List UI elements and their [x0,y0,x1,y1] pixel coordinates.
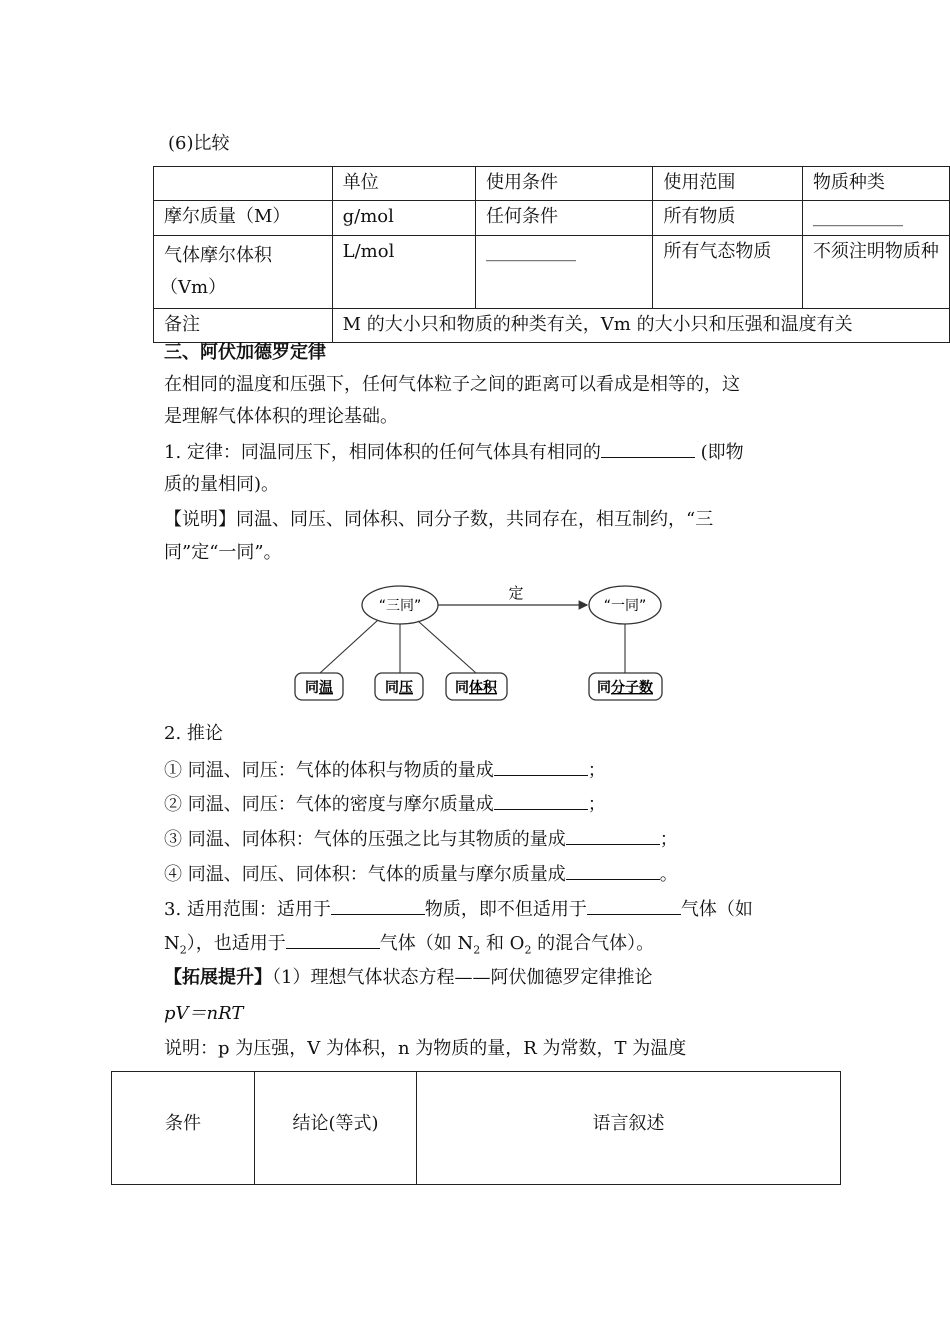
fill-blank [601,439,695,458]
comparison-table [153,166,950,343]
section-heading-6: (6)比较 [168,133,230,154]
formula-explanation: 说明：p 为压强，V 为体积，n 为物质的量，R 为常数，T 为温度 [164,1038,687,1059]
text: ； [587,794,606,815]
svg-text:同分子数 [597,679,653,696]
table-cell: 所有物质 [653,201,803,236]
text: ② 同温、同压：气体的密度与摩尔质量成 [164,794,494,815]
fill-blank [566,826,660,845]
note-line: 同”定“一同”。 [164,542,282,563]
connector [320,620,378,673]
text: 1. 定律：同温同压下，相同体积的任何气体具有相同的 [164,442,601,463]
paragraph-line: 是理解气体体积的理论基础。 [164,406,398,427]
scope-line [164,930,654,963]
note-line: 【说明】同温、同压、同体积、同分子数，共同存在，相互制约，“三 [164,509,714,530]
subscript: 2 [524,943,532,957]
table-cell: 不须注明物质种 [802,236,949,309]
connector [418,621,476,673]
table-header: 结论(等式) [255,1072,417,1185]
text: 的混合气体）。 [531,933,655,954]
formula: pV＝nRT [164,1003,244,1024]
svg-text:同压 [385,680,413,696]
three-same-diagram [280,572,680,712]
fill-blank [331,896,425,915]
paragraph-line: 质的量相同)。 [164,474,280,495]
box-text: 同 [385,680,399,696]
table-cell: 任何条件 [475,201,652,236]
text: （1）理想气体状态方程——阿伏伽德罗定律推论 [272,967,653,988]
text: 气体（如 [680,899,753,920]
text: 【拓展提升】 [164,967,272,988]
inference-item [164,757,606,783]
inference-item [164,861,678,887]
arrow-label: 定 [508,584,524,602]
text: 3. 适用范围：适用于 [164,899,331,920]
table-row [154,236,950,309]
text: 和 O [480,933,525,954]
box-text: 同 [305,680,319,696]
svg-text:同体积 [455,679,498,696]
table-cell: 备注 [154,309,333,343]
paragraph-line: 在相同的温度和压强下，任何气体粒子之间的距离可以看成是相等的，这 [164,374,740,395]
text: ），也适用于 [186,933,286,954]
table-row [154,167,950,201]
table-row [154,201,950,236]
table-cell: 使用范围 [653,167,803,201]
inference-title: 2. 推论 [164,723,223,744]
table-cell: __________ [475,236,652,309]
text: ； [659,829,678,850]
subscript: 2 [179,943,187,957]
table-cell: L/mol [332,236,475,309]
box-text-underlined: 分子数 [611,680,653,696]
text: 气体（如 N [379,933,474,954]
table-cell: 使用条件 [475,167,652,201]
extension-title [164,966,652,990]
scope-line [164,896,753,922]
table-cell: M 的大小只和物质的种类有关，Vm 的大小只和压强和温度有关 [332,309,949,343]
right-node-label: “一同” [603,598,647,614]
subscript: 2 [473,943,481,957]
text: ； [587,760,606,781]
text: ① 同温、同压：气体的体积与物质的量成 [164,760,494,781]
box-text-underlined: 体积 [469,680,497,696]
svg-text:同温 [305,679,333,696]
table-cell [154,236,333,309]
fill-blank [587,896,681,915]
text: ④ 同温、同压、同体积：气体的质量与摩尔质量成 [164,864,566,885]
table-row [154,309,950,343]
inference-item [164,791,606,817]
text: (即物 [694,442,744,463]
fill-blank [286,930,380,949]
text: 。 [659,864,678,885]
fill-blank [566,861,660,880]
cell-line: （Vm） [160,277,227,298]
table-cell: 物质种类 [802,167,949,201]
box-text-underlined: 压 [399,680,413,696]
box-text: 同 [597,680,611,696]
box-text-underlined: 温 [319,680,333,696]
text: N [164,933,180,954]
table-header: 语言叙述 [417,1072,841,1185]
fill-blank [494,757,588,776]
table-cell: 单位 [332,167,475,201]
table-header: 条件 [112,1072,255,1185]
text: 物质，即不但适用于 [424,899,587,920]
table-cell [154,167,333,201]
table-cell: __________ [802,201,949,236]
table-cell: 所有气态物质 [653,236,803,309]
table-cell: g/mol [332,201,475,236]
table-row [112,1072,841,1185]
text: ③ 同温、同体积：气体的压强之比与其物质的量成 [164,829,566,850]
cell-line: 气体摩尔体积 [164,245,272,266]
inference-item [164,826,678,852]
law-definition-line [164,439,744,465]
left-node-label: “三同” [378,598,422,614]
section-title: 三、阿伏加德罗定律 [164,342,326,363]
table-cell: 摩尔质量（M） [154,201,333,236]
inference-table [111,1071,841,1185]
box-text: 同 [455,680,469,696]
fill-blank [494,791,588,810]
